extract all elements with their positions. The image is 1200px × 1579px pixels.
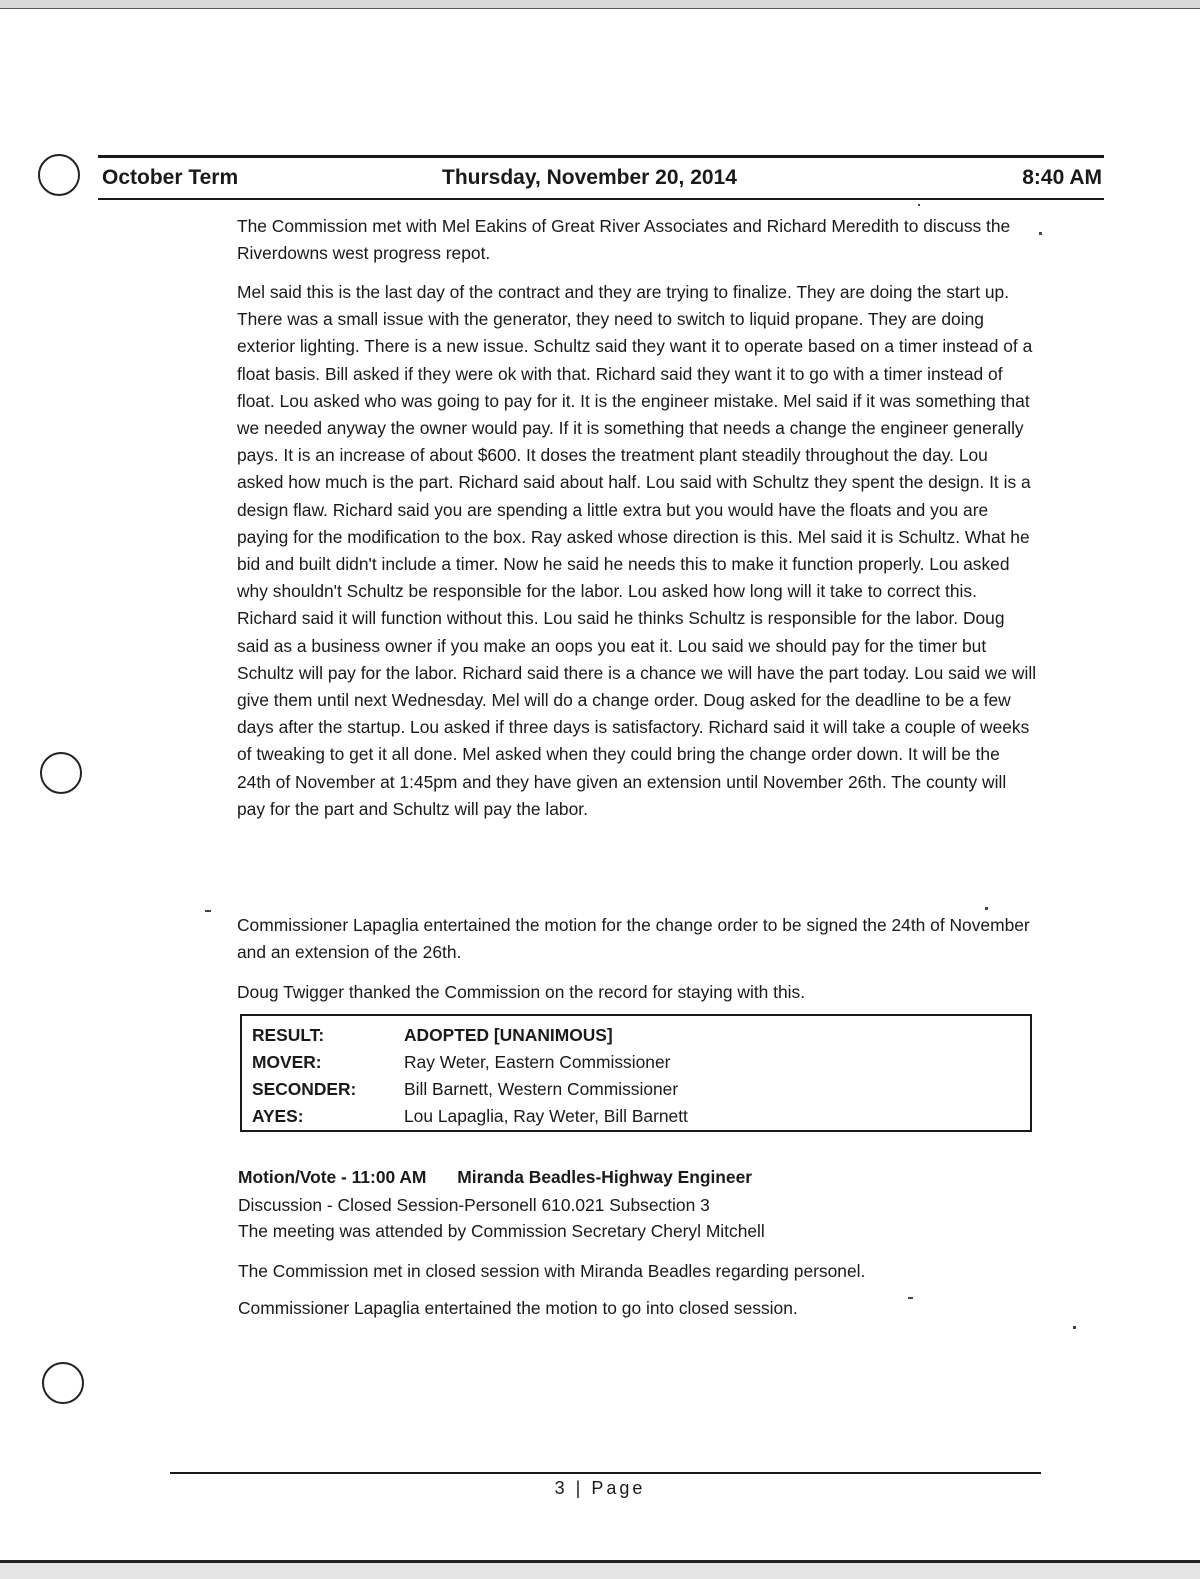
motion-met: The Commission met in closed session with Miranda Beadles regarding personel. <box>238 1261 866 1281</box>
page-number: 3 | Page <box>554 1478 646 1498</box>
scan-bottom-edge <box>0 1560 1200 1579</box>
paragraph-text: Doug Twigger thanked the Commission on the record for staying with this. <box>237 982 806 1002</box>
result-label: RESULT: <box>252 1025 325 1045</box>
scan-speck <box>1039 232 1042 235</box>
paragraph-thanks <box>237 979 1037 1006</box>
seconder-label: SECONDER: <box>252 1079 357 1099</box>
header-bottom-rule <box>98 198 1104 200</box>
motion-title: Motion/Vote - 11:00 AM <box>238 1167 427 1187</box>
motion-person: Miranda Beadles-Highway Engineer <box>457 1167 753 1187</box>
ayes-value: Lou Lapaglia, Ray Weter, Bill Barnett <box>404 1106 688 1126</box>
mover-value: Ray Weter, Eastern Commissioner <box>404 1052 671 1072</box>
motion-discussion: Discussion - Closed Session-Personell 610.021 Subsection 3 <box>238 1195 710 1215</box>
paragraph-text: Mel said this is the last day of the contract and they are trying to finalize. They are doing the start up. There was a small issue with the generator, they need to switch to liquid propane. They are doing exterior lighting. There is a new issue. Schultz said they want it to operate based on a timer instead of a float basis. Bill asked if they were ok with that. Richard said they want it to go with a timer instead of float. Lou asked who was going to pay for it. It is the engineer mistake. Mel said if it was something that we needed anyway the owner would pay. If it is something that needs a change the engineer generally pays. It is an increase of about $600. It doses the treatment plant steadily throughout the day. Lou asked how much is the part. Richard said about half. Lou said with Schultz they spent the design. It is a design flaw. Richard said you are spending a little extra but you would have the floats and you are paying for the modification to the box. Ray asked whose direction is this. Mel said it is Schultz. What he bid and built didn't include a timer. Now he said he needs this to make it function properly. Lou asked why shouldn't Schultz be responsible for the labor. Lou asked how long will it take to correct this. Richard said it will function without this. Lou said he thinks Schultz is responsible for the labor. Doug said as a business owner if you make an oops you eat it. Lou said we should pay for the timer but Schultz will pay for the labor. Richard said there is a chance we will have the part today. Lou said we will give them until next Wednesday. Mel will do a change order. Doug asked for the deadline to be a few days after the startup. Lou asked if three days is satisfactory. Richard said it will take a couple of weeks of tweaking to get it all done. Mel asked when they could bring the change order down. It will be the 24th of November at 1:45pm and they have given an extension until November 26th. The county will pay for the part and Schultz will pay the labor. <box>237 282 1037 819</box>
punch-hole-middle <box>40 752 82 794</box>
scan-speck <box>205 910 211 912</box>
seconder-value: Bill Barnett, Western Commissioner <box>404 1079 679 1099</box>
header-date: Thursday, November 20, 2014 <box>442 166 737 189</box>
scan-speck <box>985 907 988 910</box>
scan-speck <box>908 1297 913 1299</box>
paragraph-intro <box>237 213 1037 267</box>
paragraph-text: Commissioner Lapaglia entertained the motion for the change order to be signed the 24th of November and an extension of the 26th. <box>237 915 1030 963</box>
punch-hole-top <box>38 154 80 196</box>
scan-top-line <box>0 8 1200 9</box>
paragraph-motion <box>237 912 1037 966</box>
paragraph-discussion <box>237 279 1037 823</box>
motion-title-line <box>238 1164 752 1191</box>
vote-result-box <box>240 1014 1032 1132</box>
motion-attended: The meeting was attended by Commission Secretary Cheryl Mitchell <box>238 1221 765 1241</box>
header-top-rule <box>98 155 1104 158</box>
header-time: 8:40 AM <box>1022 166 1102 189</box>
scan-top-edge <box>0 0 1200 8</box>
header-term: October Term <box>102 166 239 189</box>
mover-label: MOVER: <box>252 1052 322 1072</box>
result-value: ADOPTED [UNANIMOUS] <box>404 1025 613 1045</box>
punch-hole-bottom <box>42 1362 84 1404</box>
scan-speck <box>918 204 920 206</box>
paragraph-text: The Commission met with Mel Eakins of Great River Associates and Richard Meredith to discuss the Riverdowns west progress repot. <box>237 216 1011 264</box>
ayes-label: AYES: <box>252 1106 304 1126</box>
motion-entertained: Commissioner Lapaglia entertained the motion to go into closed session. <box>238 1298 798 1318</box>
footer-rule <box>170 1472 1041 1474</box>
scan-speck <box>1073 1326 1076 1329</box>
